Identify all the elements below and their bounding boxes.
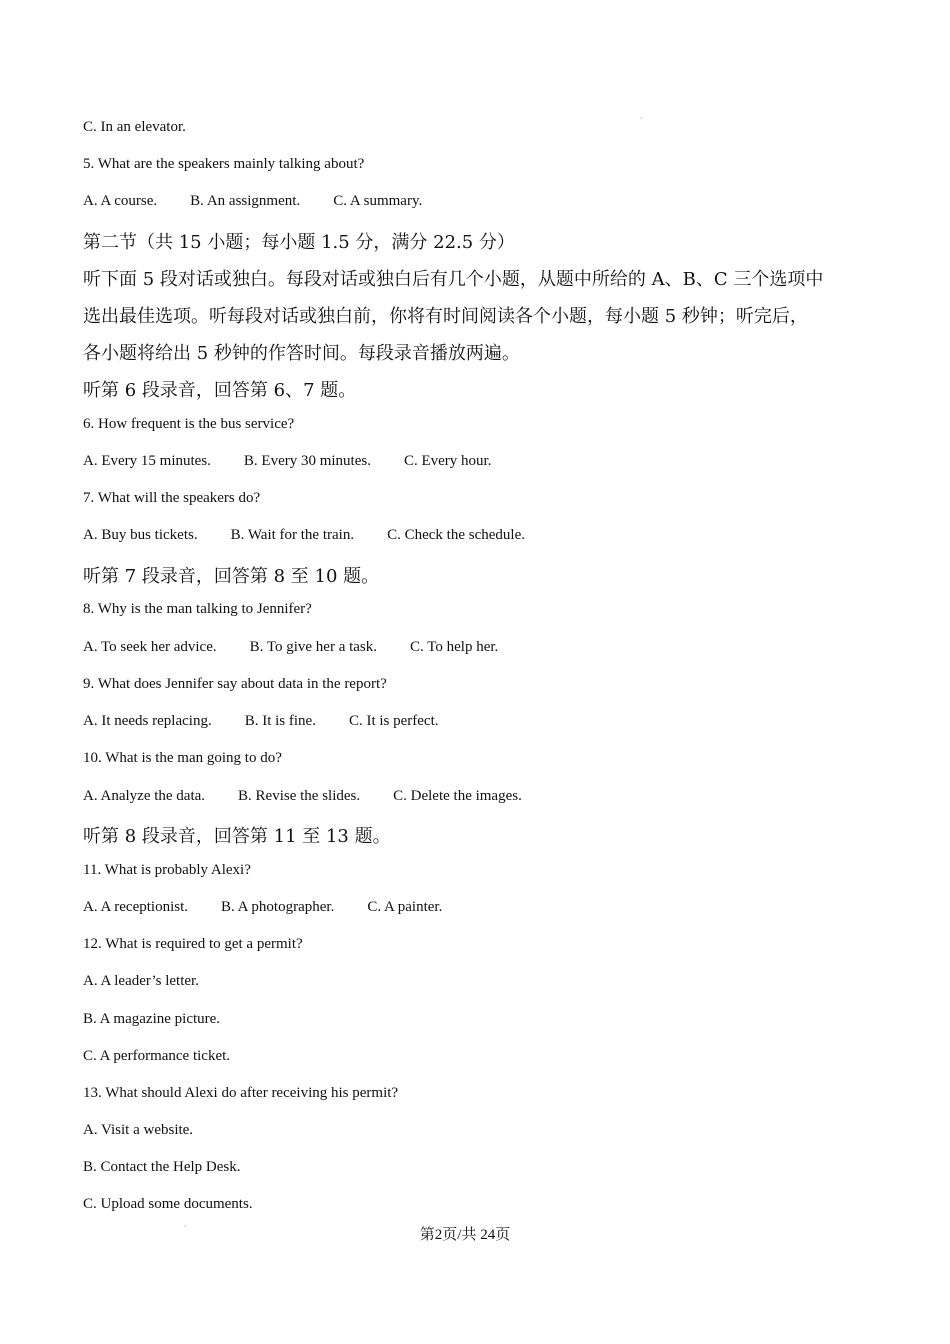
option-a: A. Every 15 minutes. <box>83 453 211 469</box>
option-b: B. Every 30 minutes. <box>243 453 371 469</box>
option-b: B. A photographer. <box>221 899 335 915</box>
options-row <box>83 713 439 730</box>
option-a: A. A course. <box>83 193 158 209</box>
options-row <box>83 899 442 916</box>
options-row <box>83 788 522 805</box>
option-b: B. Contact the Help Desk. <box>83 1159 241 1175</box>
option-c: C. It is perfect. <box>348 713 439 729</box>
option-b: B. Revise the slides. <box>238 788 361 804</box>
question-13: 13. What should Alexi do after receiving his permit? <box>83 1085 399 1101</box>
option-b: B. A magazine picture. <box>83 1011 221 1027</box>
option-a: A. To seek her advice. <box>83 639 217 655</box>
option-b: B. It is fine. <box>244 713 316 729</box>
options-row <box>83 639 498 656</box>
option-c: C. Every hour. <box>403 453 492 469</box>
instructions-line-3: 各小题将给出 5 秒钟的作答时间。每段录音播放两遍。 <box>83 343 520 364</box>
option-a: A. A leader’s letter. <box>83 973 199 989</box>
page-footer: 第2页/共 24页 <box>419 1227 511 1243</box>
recording-heading: 听第 6 段录音，回答第 6、7 题。 <box>83 380 357 401</box>
question-8: 8. Why is the man talking to Jennifer? <box>83 601 312 617</box>
question-5: 5. What are the speakers mainly talking about? <box>83 156 365 172</box>
option-a: A. Analyze the data. <box>83 788 206 804</box>
question-6: 6. How frequent is the bus service? <box>83 416 295 432</box>
instructions-line-2: 选出最佳选项。听每段对话或独白前，你将有时间阅读各个小题，每小题 5 秒钟；听完后， <box>83 306 808 327</box>
section-title: 第二节（共 15 小题；每小题 1.5 分，满分 22.5 分） <box>83 232 515 253</box>
option-c: C. Delete the images. <box>393 788 522 804</box>
question-11: 11. What is probably Alexi? <box>83 862 251 878</box>
option-a: A. A receptionist. <box>83 899 188 915</box>
option-c: C. A summary. <box>333 193 423 209</box>
question-12: 12. What is required to get a permit? <box>83 936 303 952</box>
options-row <box>83 193 422 210</box>
question-7: 7. What will the speakers do? <box>83 490 261 506</box>
option-c: C. Check the schedule. <box>387 527 525 543</box>
instructions-line-1: 听下面 5 段对话或独白。每段对话或独白后有几个小题，从题中所给的 A、B、C 三个选项中 <box>83 269 824 290</box>
option-a: A. Visit a website. <box>83 1122 194 1138</box>
options-row <box>83 527 525 544</box>
recording-heading: 听第 7 段录音，回答第 8 至 10 题。 <box>83 566 380 587</box>
option-text: C. In an elevator. <box>83 119 186 135</box>
option-c: C. Upload some documents. <box>83 1196 253 1212</box>
option-a: A. It needs replacing. <box>83 713 212 729</box>
speck: · <box>640 114 643 123</box>
option-c: C. A painter. <box>367 899 443 915</box>
option-c: C. To help her. <box>410 639 499 655</box>
question-9: 9. What does Jennifer say about data in the report? <box>83 676 387 692</box>
options-row <box>83 453 491 470</box>
option-a: A. Buy bus tickets. <box>83 527 198 543</box>
option-b: B. An assignment. <box>190 193 301 209</box>
speck: · <box>184 1222 187 1231</box>
option-b: B. Wait for the train. <box>230 527 355 543</box>
question-10: 10. What is the man going to do? <box>83 750 282 766</box>
option-b: B. To give her a task. <box>249 639 378 655</box>
option-c: C. A performance ticket. <box>83 1048 231 1064</box>
recording-heading: 听第 8 段录音，回答第 11 至 13 题。 <box>83 826 391 847</box>
